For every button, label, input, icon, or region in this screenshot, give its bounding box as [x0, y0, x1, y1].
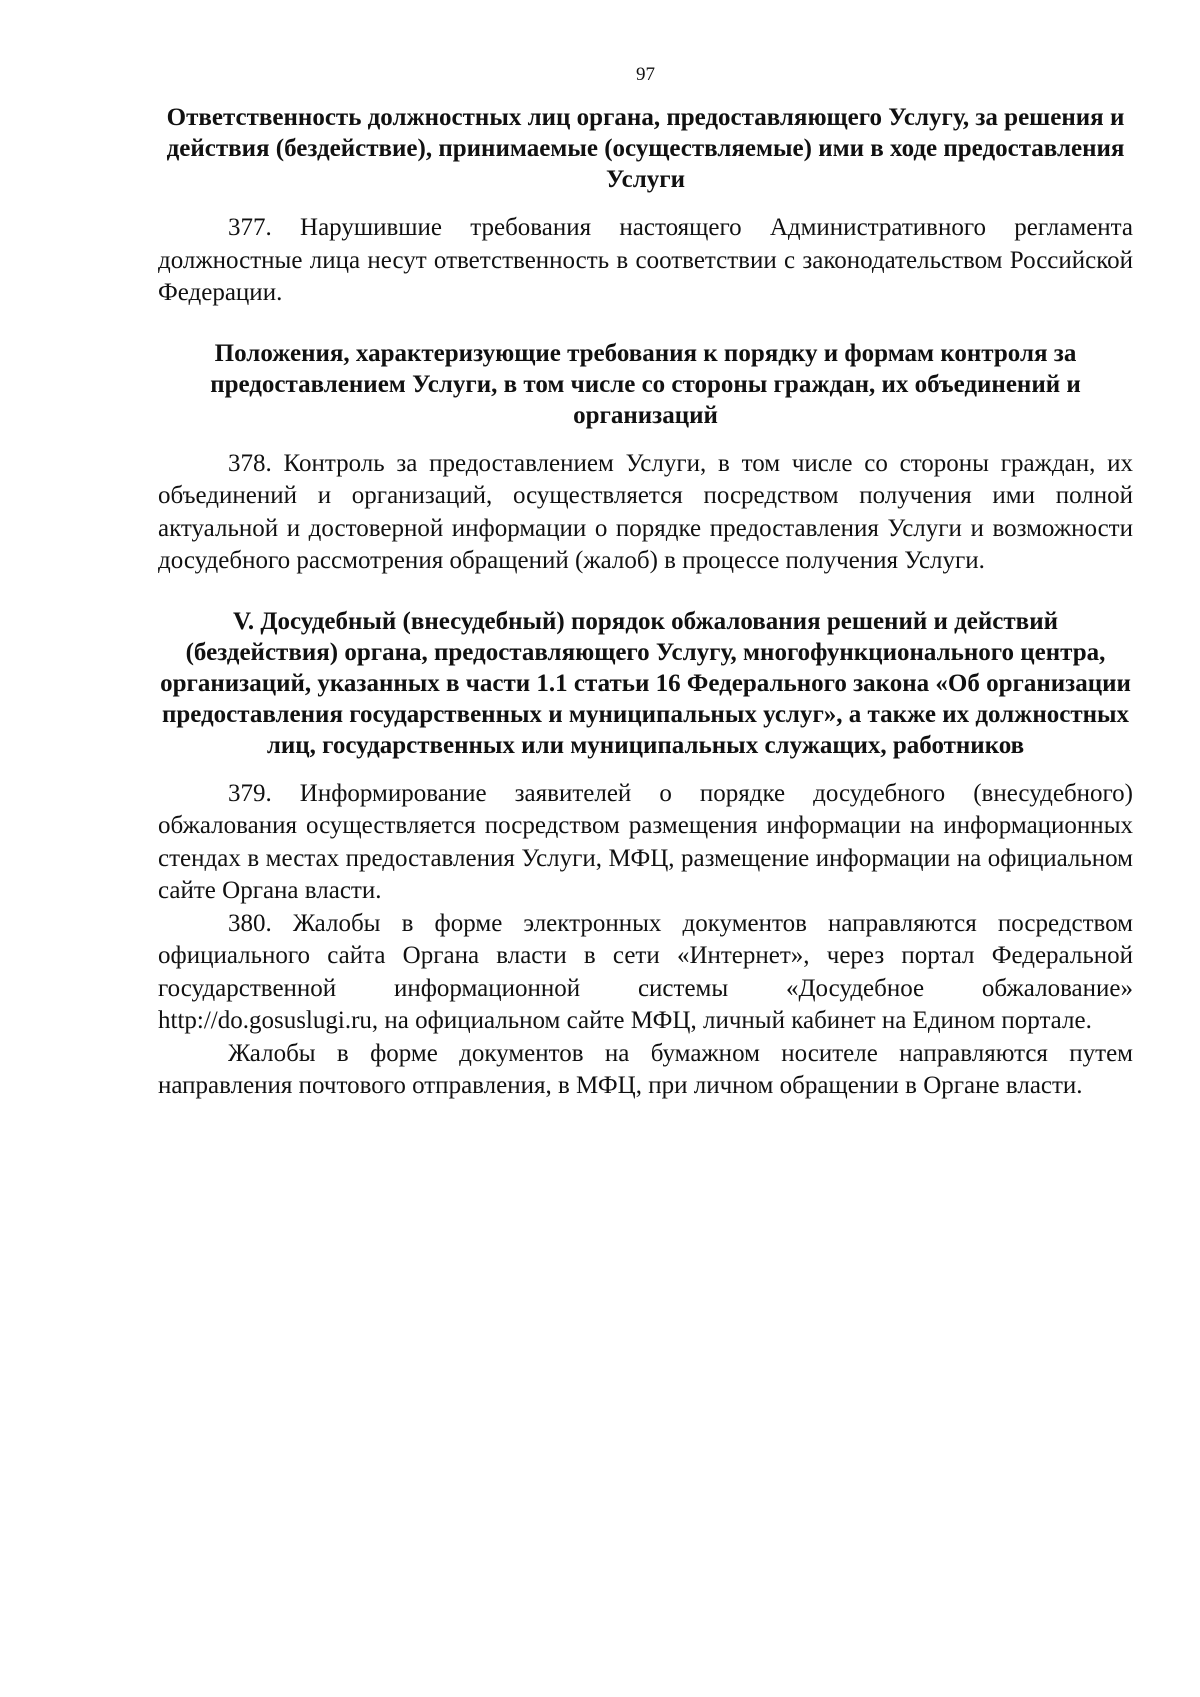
- paragraph-paper-complaints: Жалобы в форме документов на бумажном носителе направляются путем направления почтового отправления, в МФЦ, при личном обращении в Органе власти.: [158, 1039, 1133, 1099]
- paragraph-380: 380. Жалобы в форме электронных документов направляются посредством официального сайта Органа власти в сети «Интернет», через портал Федеральной государственной информационной системы «Досудебное обжалование» http://do.gosuslugi.ru, на официальном сайте МФЦ, личный кабинет на Едином портале.: [158, 909, 1133, 1034]
- document-page: [158, 64, 1133, 1103]
- section-heading-control: Положения, характеризующие требования к порядку и формам контроля за предоставлением Услуги, в том числе со стороны граждан, их объединений и организаций: [210, 339, 1081, 429]
- section-heading-responsibility: Ответственность должностных лиц органа, предоставляющего Услугу, за решения и действия (бездействие), принимаемые (осуществляемые) ими в ходе предоставления Услуги: [166, 104, 1125, 193]
- section-heading-appeal: V. Досудебный (внесудебный) порядок обжалования решений и действий (бездействия) органа, предоставляющего Услугу, многофункционального центра, организаций, указанных в части 1.1 статьи 16 Федерального закона «Об организации предоставления государственных и муниципальных услуг», а также их должностных лиц, государственных или муниципальных служащих, работников: [160, 607, 1131, 759]
- paragraph-377: 377. Нарушившие требования настоящего Административного регламента должностные лица несут ответственность в соответствии с законодательством Российской Федерации.: [158, 214, 1133, 306]
- paragraph-379: 379. Информирование заявителей о порядке досудебного (внесудебного) обжалования осуществляется посредством размещения информации на информационных стендах в местах предоставления Услуги, МФЦ, размещение информации на официальном сайте Органа власти.: [158, 779, 1133, 904]
- paragraph-378: 378. Контроль за предоставлением Услуги, в том числе со стороны граждан, их объединений и организаций, осуществляется посредством получения ими полной актуальной и достоверной информации о порядке предоставления Услуги и возможности досудебного рассмотрения обращений (жалоб) в процессе получения Услуги.: [158, 449, 1133, 574]
- page-number: 97: [636, 64, 655, 85]
